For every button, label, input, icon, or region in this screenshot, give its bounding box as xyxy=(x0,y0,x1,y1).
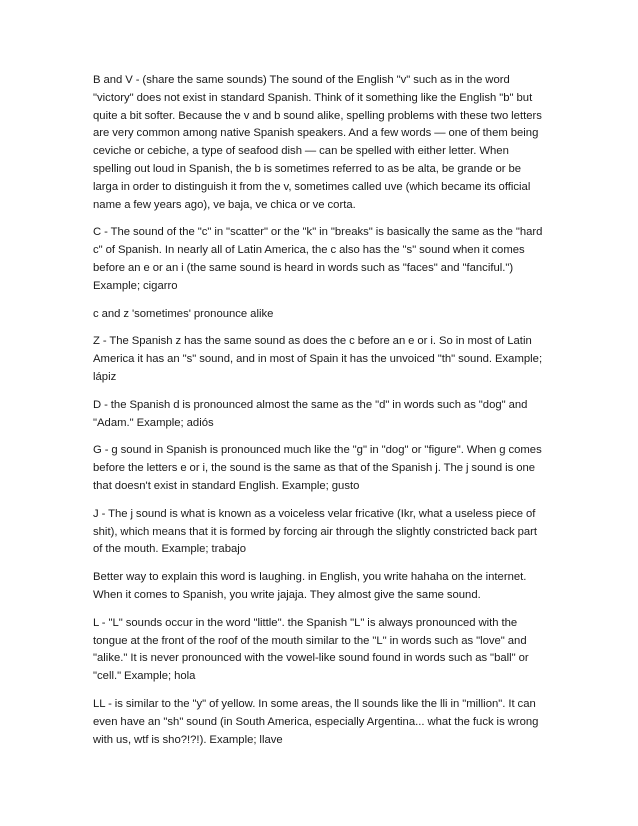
document-body xyxy=(93,72,545,759)
paragraph-z: Z - The Spanish z has the same sound as does the c before an e or i. So in most of Latin America it has an "s" sound, and in most of Spain it has the unvoiced "th" sound. Example; lápiz xyxy=(93,335,543,383)
paragraph-c: C - The sound of the "c" in "scatter" or the "k" in "breaks" is basically the same as the "hard c" of Spanish. In nearly all of Latin America, the c also has the "s" sound when it comes before an e or an i (the same sound is heard in words such as "faces" and "fanciful.") Example; cigarro xyxy=(93,226,543,292)
paragraph-d: D - the Spanish d is pronounced almost the same as the "d" in words such as "dog" and "Adam." Example; adiós xyxy=(93,398,528,429)
paragraph-l: L - "L" sounds occur in the word "little". the Spanish "L" is always pronounced with the tongue at the front of the roof of the mouth similar to the "L" in words such as "love" and "alike." It is never pronounced with the vowel-like sound found in words such as "ball" or "cell." Example; hola xyxy=(93,616,529,683)
paragraph-b-and-v: B and V - (share the same sounds) The sound of the English "v" such as in the word "victory" does not exist in standard Spanish. Think of it something like the English "b" but quite a bit softer. Because the v and b sound alike, spelling problems with these two letters are very common among native Spanish speakers. And a few words — one of them being ceviche or cebiche, a type of seafood dish — can be spelled with either letter. When spelling out loud in Spanish, the b is sometimes referred to as be alta, be grande or be larga in order to distinguish it from the v, sometimes called uve (which became its official name a few years ago), ve baja, ve chica or ve corta. xyxy=(93,74,542,211)
paragraph-g: G - g sound in Spanish is pronounced much like the "g" in "dog" or "figure". When g comes before the letters e or i, the sound is the same as that of the Spanish j. The j sound is one that doesn't exist in standard English. Example; gusto xyxy=(93,444,542,492)
paragraph-ll: LL - is similar to the "y" of yellow. In some areas, the ll sounds like the lli in "million". It can even have an "sh" sound (in South America, especially Argentina... what the fuck is wrong with us, wtf is sho?!?!). Example; llave xyxy=(93,697,539,746)
paragraph-j: J - The j sound is what is known as a voiceless velar fricative (Ikr, what a useless piece of shit), which means that it is formed by forcing air through the slightly constricted back part of the mouth. Example; trabajo xyxy=(93,507,538,556)
paragraph-c-and-z: c and z 'sometimes' pronounce alike xyxy=(93,307,274,320)
paragraph-laughing: Better way to explain this word is laughing. in English, you write hahaha on the internet. When it comes to Spanish, you write jajaja. They almost give the same sound. xyxy=(93,571,527,601)
